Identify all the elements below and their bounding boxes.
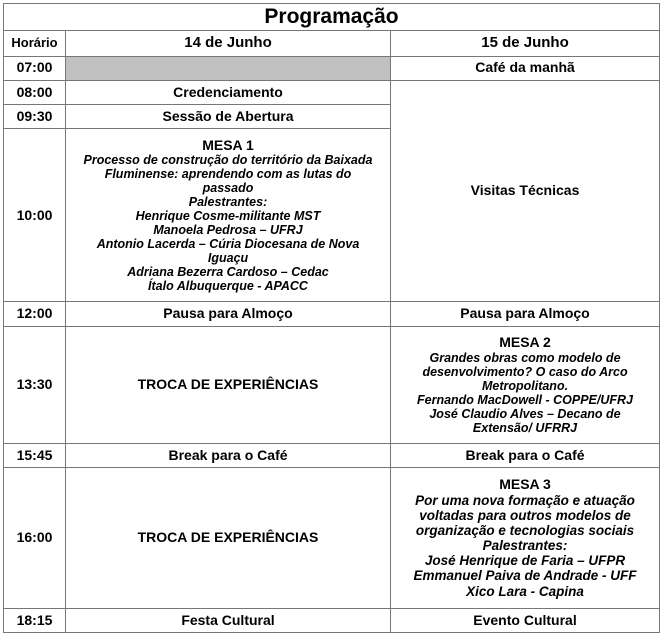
- time-cell: 07:00: [4, 56, 66, 80]
- event-cell: Credenciamento: [66, 80, 391, 104]
- mesa-2-line: José Claudio Alves – Decano de: [429, 406, 621, 421]
- mesa-3-line: Por uma nova formação e atuação: [415, 492, 635, 508]
- mesa-1-line: Palestrantes:: [188, 195, 268, 210]
- mesa-2-line: desenvolvimento? O caso do Arco: [422, 364, 628, 379]
- mesa-2-title: MESA 2: [499, 333, 551, 350]
- event-cell: TROCA DE EXPERIÊNCIAS: [66, 326, 391, 443]
- time-cell: 09:30: [4, 105, 66, 129]
- event-cell: Café da manhã: [391, 56, 660, 80]
- mesa-3-line: voltadas para outros modelos de: [419, 507, 631, 523]
- mesa-3-line: José Henrique de Faria – UFPR: [424, 553, 626, 569]
- mesa-3-line: Palestrantes:: [482, 538, 568, 554]
- time-cell: 15:45: [4, 443, 66, 467]
- header-day2: 15 de Junho: [391, 31, 660, 56]
- mesa-3-title: MESA 3: [499, 476, 551, 493]
- time-cell: 12:00: [4, 302, 66, 326]
- event-cell-visitas: Visitas Técnicas: [391, 80, 660, 301]
- page-title: Programação: [4, 4, 660, 31]
- mesa-3-cell: [391, 468, 660, 609]
- event-cell: Pausa para Almoço: [391, 302, 660, 326]
- table-row: [4, 443, 660, 467]
- mesa-1-line: Adriana Bezerra Cardoso – Cedac: [127, 265, 329, 280]
- mesa-1-line: Henrique Cosme-militante MST: [135, 209, 321, 224]
- mesa-1-line: passado: [202, 181, 254, 196]
- mesa-2-line: Grandes obras como modelo de: [429, 350, 621, 365]
- time-cell: 10:00: [4, 129, 66, 302]
- table-row: [4, 326, 660, 443]
- mesa-1-line: Ítalo Albuquerque - APACC: [148, 279, 308, 294]
- event-cell: Festa Cultural: [66, 608, 391, 632]
- schedule-table: [3, 3, 660, 633]
- table-row: [4, 468, 660, 609]
- time-cell: 16:00: [4, 468, 66, 609]
- event-cell: TROCA DE EXPERIÊNCIAS: [66, 468, 391, 609]
- mesa-1-line: Manoela Pedrosa – UFRJ: [153, 223, 303, 238]
- header-day1: 14 de Junho: [66, 31, 391, 56]
- table-row: [4, 608, 660, 632]
- mesa-3-line: organização e tecnologias sociais: [415, 523, 635, 539]
- mesa-1-line: Fluminense: aprendendo com as lutas do: [104, 167, 352, 182]
- mesa-1-title: MESA 1: [202, 136, 254, 153]
- mesa-3-line: Xico Lara - Capina: [466, 583, 584, 599]
- mesa-1-line: Processo de construção do território da Baixada: [83, 153, 373, 168]
- table-row: [4, 80, 660, 104]
- time-cell: 18:15: [4, 608, 66, 632]
- time-cell: 13:30: [4, 326, 66, 443]
- mesa-2-cell: [391, 326, 660, 443]
- mesa-1-line: Antonio Lacerda – Cúria Diocesana de Nova: [96, 237, 360, 252]
- event-cell: Break para o Café: [391, 443, 660, 467]
- mesa-1-line: Iguaçu: [207, 251, 249, 266]
- empty-cell: [66, 56, 391, 80]
- mesa-3-line: Emmanuel Paiva de Andrade - UFF: [413, 568, 637, 584]
- header-time: Horário: [4, 31, 66, 56]
- event-cell: Evento Cultural: [391, 608, 660, 632]
- event-cell: Break para o Café: [66, 443, 391, 467]
- event-cell: Sessão de Abertura: [66, 105, 391, 129]
- mesa-2-line: Metropolitano.: [481, 378, 569, 393]
- mesa-2-line: Fernando MacDowell - COPPE/UFRJ: [417, 392, 634, 407]
- mesa-2-line: Extensão/ UFRRJ: [472, 420, 578, 435]
- table-row: [4, 56, 660, 80]
- mesa-1-cell: [66, 129, 391, 302]
- event-cell: Pausa para Almoço: [66, 302, 391, 326]
- time-cell: 08:00: [4, 80, 66, 104]
- table-row: [4, 302, 660, 326]
